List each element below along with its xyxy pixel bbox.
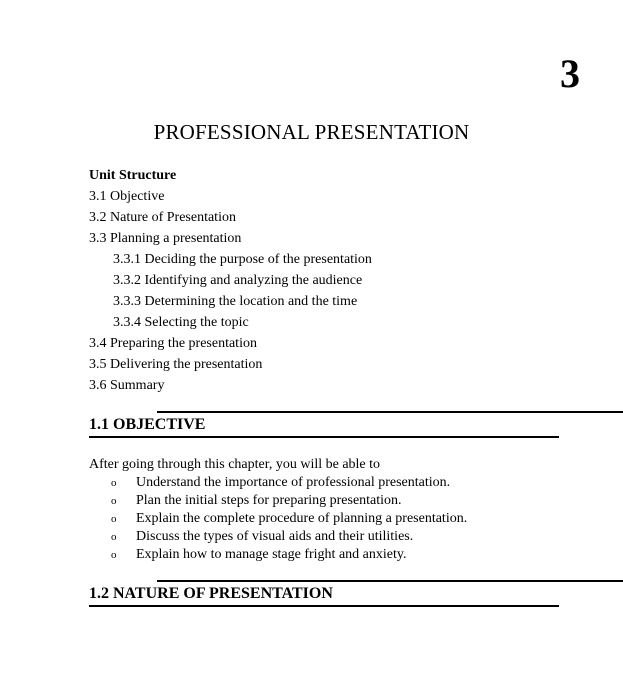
toc-item: 3.2 Nature of Presentation [89, 210, 236, 225]
section-heading-nature: 1.2 NATURE OF PRESENTATION [89, 585, 333, 602]
bullet-icon: o [111, 495, 117, 507]
toc-item: 3.4 Preparing the presentation [89, 336, 257, 351]
bullet-icon: o [111, 531, 117, 543]
list-item-text: Understand the importance of professional presentation. [136, 475, 451, 490]
section-rule-bottom [89, 605, 559, 607]
bullet-icon: o [111, 549, 117, 561]
section-heading-objective: 1.1 OBJECTIVE [89, 416, 206, 433]
unit-structure-heading: Unit Structure [89, 168, 177, 183]
toc-subitem: 3.3.4 Selecting the topic [113, 315, 249, 330]
list-item-text: Explain how to manage stage fright and anxiety. [136, 547, 407, 562]
toc-subitem: 3.3.2 Identifying and analyzing the audience [113, 273, 363, 288]
toc-subitem: 3.3.3 Determining the location and the time [113, 294, 358, 309]
list-item-text: Plan the initial steps for preparing presentation. [136, 493, 402, 508]
list-item-text: Discuss the types of visual aids and their utilities. [136, 529, 414, 544]
section-rule-top [157, 580, 623, 582]
section-rule-bottom [89, 436, 559, 438]
objective-intro: After going through this chapter, you will be able to [89, 457, 381, 472]
list-item [111, 546, 467, 564]
list-item-text: Explain the complete procedure of planning a presentation. [136, 511, 468, 526]
list-item [111, 528, 467, 546]
toc-item: 3.5 Delivering the presentation [89, 357, 263, 372]
unit-structure [89, 166, 589, 396]
bullet-icon: o [111, 477, 117, 489]
bullet-icon: o [111, 513, 117, 525]
chapter-number: 3 [560, 51, 580, 96]
toc-subitem: 3.3.1 Deciding the purpose of the presentation [113, 252, 372, 267]
section-rule-top [157, 411, 623, 413]
objective-list [111, 474, 467, 564]
toc-item: 3.1 Objective [89, 189, 165, 204]
toc-item: 3.6 Summary [89, 378, 165, 393]
list-item [111, 510, 467, 528]
list-item [111, 492, 467, 510]
list-item [111, 474, 467, 492]
page-title: PROFESSIONAL PRESENTATION [153, 120, 470, 144]
toc-item: 3.3 Planning a presentation [89, 231, 242, 246]
